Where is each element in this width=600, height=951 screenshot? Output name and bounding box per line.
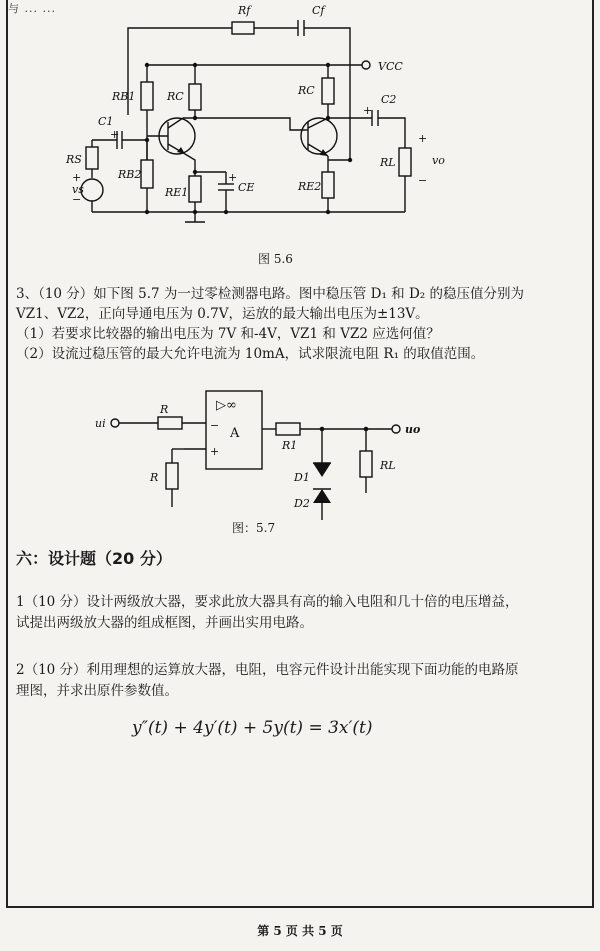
label-rl: RL — [380, 459, 396, 472]
label-d2: D2 — [294, 497, 310, 510]
label-rc1: RC — [167, 90, 184, 103]
label-uo: uo — [405, 423, 421, 436]
s6-q1-line1: 1（10 分）设计两级放大器，要求此放大器具有高的输入电阻和几十倍的电压增益， — [16, 594, 519, 610]
label-plus-c2: + — [363, 104, 373, 117]
label-ui: ui — [95, 417, 106, 430]
label-d1: D1 — [294, 471, 310, 484]
label-re1: RE1 — [165, 186, 189, 199]
page-footer: 第 5 页 共 5 页 — [257, 924, 343, 938]
label-minus-src: − — [72, 193, 82, 206]
label-plus-out: + — [418, 132, 428, 145]
label-ce: CE — [238, 181, 255, 194]
label-rb2: RB2 — [118, 168, 142, 181]
label-r-in: R — [160, 403, 169, 416]
label-rf: Rf — [238, 4, 251, 17]
label-re2: RE2 — [298, 180, 322, 193]
label-amp-plus: + — [210, 445, 220, 458]
label-rc2: RC — [298, 84, 315, 97]
label-plus-c1: + — [110, 128, 120, 141]
equation: y″(t) + 4y′(t) + 5y(t) = 3x′(t) — [132, 718, 373, 738]
caption-fig-5-7: 图：5.7 — [232, 521, 276, 535]
label-plus-src: + — [72, 171, 82, 184]
label-r-gnd: R — [150, 471, 159, 484]
s6-q2-line1: 2（10 分）利用理想的运算放大器，电阻，电容元件设计出能实现下面功能的电路原 — [16, 662, 519, 678]
label-rb1: RB1 — [112, 90, 136, 103]
label-c1: C1 — [98, 115, 114, 128]
label-rl: RL — [380, 156, 396, 169]
header-fragment: 与 ... ... — [8, 2, 56, 15]
label-r1: R1 — [282, 439, 298, 452]
label-rs: RS — [66, 153, 82, 166]
q3-item2: （2）设流过稳压管的最大允许电流为 10mA，试求限流电阻 R₁ 的取值范围。 — [16, 346, 485, 362]
label-amp-sym: ▷∞ — [216, 398, 237, 413]
label-c2: C2 — [381, 93, 397, 106]
label-vcc: VCC — [378, 60, 403, 73]
label-amp-minus: − — [210, 419, 220, 432]
q3-line2: VZ1、VZ2，正向导通电压为 0.7V，运放的最大输出电压为±13V。 — [16, 306, 429, 322]
s6-q2-line2: 理图，并求出原件参数值。 — [16, 683, 178, 699]
q3-line1: 3、（10 分）如下图 5.7 为一过零检测器电路。图中稳压管 D₁ 和 D₂ 的稳压值分别为 — [16, 286, 524, 302]
label-cf: Cf — [312, 4, 325, 17]
label-plus-ce: + — [228, 171, 238, 184]
label-amp-a: A — [230, 426, 240, 441]
q3-item1: （1）若要求比较器的输出电压为 7V 和-4V，VZ1 和 VZ2 应选何值？ — [16, 326, 440, 342]
s6-q1-line2: 试提出两级放大器的组成框图，并画出实用电路。 — [16, 615, 313, 631]
caption-fig-5-6: 图 5.6 — [258, 252, 293, 266]
label-vo: vo — [432, 154, 445, 167]
section-6-title: 六：设计题（20 分） — [16, 549, 172, 568]
label-vs: vs — [72, 183, 84, 196]
figure-5-7 — [0, 385, 600, 535]
label-minus-out: − — [418, 174, 428, 187]
figure-5-6 — [0, 0, 600, 240]
